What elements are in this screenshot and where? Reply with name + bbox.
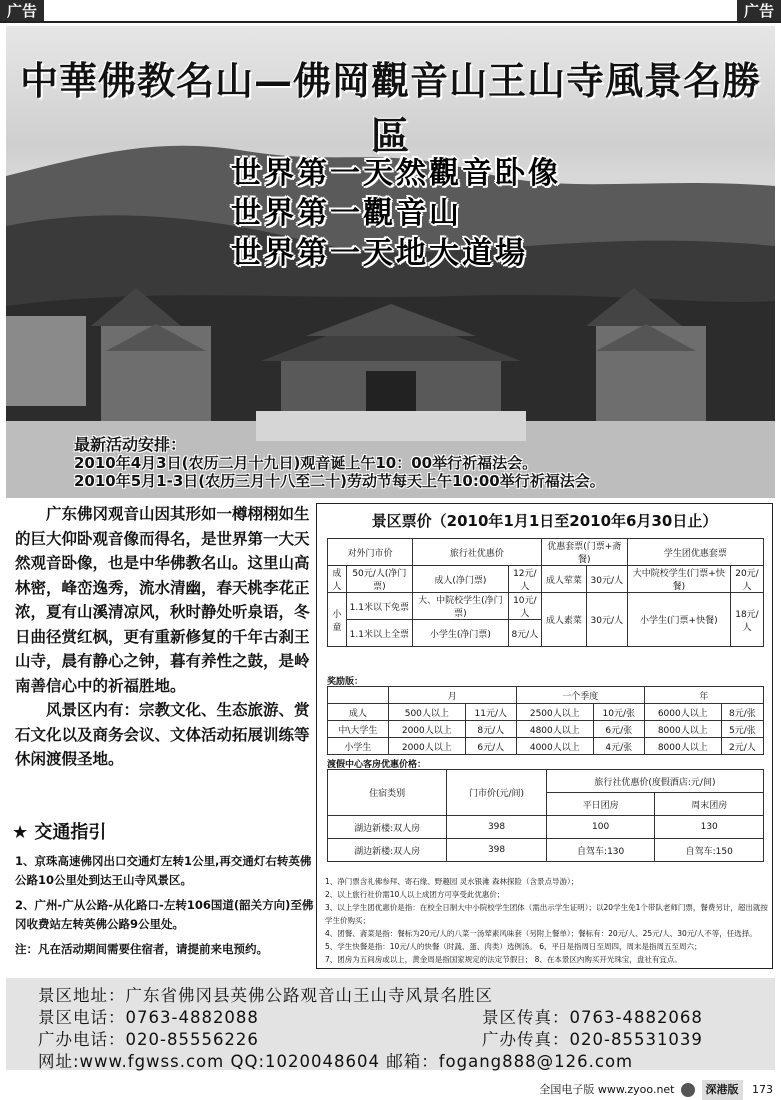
ta-primary-price: 8元/人 — [508, 620, 541, 647]
reward-title: 奖励版： — [327, 677, 364, 687]
contact-bar — [6, 978, 775, 1070]
set-veg-price: 30元/人 — [586, 566, 627, 593]
activity-title: 最新活动安排： — [74, 435, 187, 454]
intro-paragraph-1: 广东佛冈观音山因其形如一樽栩栩如生的巨大仰卧观音像而得名，是世界第一大天然观音卧像，也是中华佛教名山。这里山高林密，峰峦逸秀，流水清幽，春天桃李花正浓，夏有山溪清凉风，秋时静处听泉语，冬日曲径赏红枫，更有重新修复的千年古刹王山寺，晨有静心之钟，暮有养性之鼓，是岭南善信心中的祈福胜地。 — [15, 505, 310, 695]
reward-cell: 4800人以上 — [516, 721, 593, 738]
scenic-address: 景区地址：广东省佛冈县英佛公路观音山王山寺风景名胜区 — [38, 986, 493, 1005]
reward-cell: 8元/张 — [721, 704, 763, 721]
set-su-price: 30元/人 — [586, 593, 627, 647]
reward-cell: 2500人以上 — [516, 704, 593, 721]
stu-college-price: 20元/人 — [730, 566, 763, 593]
ta-adult: 成人(净门票) — [412, 566, 508, 593]
reward-cell: 中\大学生 — [328, 721, 389, 738]
traffic-title: ★ 交通指引 — [12, 822, 107, 843]
ad-corner-label-right: 广告 — [737, 0, 781, 22]
reward-cell: 6000人以上 — [644, 704, 721, 721]
set-veg: 成人荤菜 — [541, 566, 586, 593]
activity-line-1: 2010年4月3日(农历二月十九日)观音诞上午10：00举行祈福法会。 — [74, 454, 538, 472]
slogans — [231, 154, 561, 274]
reward-cell: 10元/张 — [593, 704, 644, 721]
note-2: 2、以上旅行社价需10人以上成团方可享受此优惠价； — [325, 890, 505, 899]
th-set: 优惠套票(门票+斋餐) — [541, 539, 627, 566]
hero-title: 中華佛教名山—佛岡觀音山王山寺風景名勝區 — [19, 58, 761, 158]
lodge-cell: 自驾车:130 — [546, 839, 655, 862]
set-su: 成人素菜 — [541, 593, 586, 647]
lodge-sub-weekend: 周末团房 — [655, 793, 764, 816]
reward-head-month: 月 — [388, 687, 516, 704]
traffic-line-2: 2、广州-广从公路-从化路口-左转106国道(韶关方向)至佛冈收费站左转英佛公路9公里处。 — [15, 898, 314, 931]
note-1: 1、净门票含礼佛参拜、寄石缘、野趣园 灵水银滩 森林探险（含景点导游）； — [325, 877, 579, 886]
reward-head-quarter: 一个季度 — [516, 687, 644, 704]
lodge-title: 渡假中心客房优惠价格： — [327, 760, 427, 770]
stu-primary: 小学生(门票+快餐) — [627, 593, 730, 647]
price-notes — [325, 875, 770, 966]
table-row — [328, 721, 764, 738]
th-retail: 对外门市价 — [328, 539, 413, 566]
reward-cell: 4元/张 — [593, 738, 644, 755]
footer-site: 全国电子版 www.zyoo.net — [539, 1083, 675, 1096]
reward-cell: 4000人以上 — [516, 738, 593, 755]
ticket-price-table — [327, 538, 764, 647]
reward-head-blank — [328, 687, 389, 704]
slogan-3: 世界第一天地大道場 — [231, 236, 528, 271]
reward-cell: 小学生 — [328, 738, 389, 755]
web-qq-email: 网址:www.fgwss.com QQ:1020048604 邮箱：fogang888@126.com — [38, 1052, 634, 1071]
lodge-head-type: 住宿类别 — [328, 770, 447, 816]
note-5: 5、学生快餐是指：10元/人的快餐（时蔬、蛋、肉类）选例汤。 6、平日是指周日至周四，周末是指周五至周六； — [325, 942, 702, 951]
reward-cell: 2元/人 — [721, 738, 763, 755]
th-agency: 旅行社优惠价 — [412, 539, 541, 566]
intro-text — [15, 502, 310, 772]
th-student-set: 学生团优惠套票 — [627, 539, 763, 566]
intro-paragraph-2: 风景区内有：宗教文化、生态旅游、赏石文化以及商务会议、文体活动拓展训练等休闲渡假圣地。 — [15, 701, 310, 768]
lodge-cell: 130 — [655, 816, 764, 839]
slogan-1: 世界第一天然觀音卧像 — [231, 156, 561, 191]
lodge-head-retail: 门市价(元/间) — [447, 770, 547, 816]
scenic-fax: 景区传真：0763-4882068 — [482, 1008, 703, 1027]
table-row — [328, 704, 764, 721]
traffic-guide — [15, 852, 315, 965]
page-footer — [539, 1080, 781, 1100]
ta-college-price: 10元/人 — [508, 593, 541, 620]
row-adult: 成人 — [328, 566, 347, 593]
lodge-cell: 398 — [447, 839, 547, 862]
child-free: 1.1米以下免票 — [346, 593, 412, 620]
reward-cell: 8000人以上 — [644, 721, 721, 738]
gz-office-fax: 广办传真：020-85531039 — [482, 1030, 703, 1049]
reward-cell: 5元/张 — [721, 721, 763, 738]
gz-office-phone: 广办电话：020-85556226 — [38, 1030, 259, 1049]
price-panel — [316, 503, 773, 969]
hero-banner — [6, 26, 775, 498]
note-3: 3、以上学生团优惠价是指：在校全日制大中小院校学生团体（需出示学生证明）；以20学生免1个带队老师门票，餐费另计，超出就按学生价购买； — [325, 903, 768, 925]
traffic-note: 注：凡在活动期间需要住宿者，请提前来电预约。 — [15, 942, 268, 956]
ta-adult-price: 12元/人 — [508, 566, 541, 593]
lodge-table — [327, 769, 764, 862]
reward-cell: 成人 — [328, 704, 389, 721]
scenic-phone: 景区电话：0763-4882088 — [38, 1008, 259, 1027]
reward-cell: 8000人以上 — [644, 738, 721, 755]
reward-head-year: 年 — [644, 687, 763, 704]
activity-line-2: 2010年5月1-3日(农历三月十八至二十)劳动节每天上午10:00举行祈福法会。 — [74, 472, 605, 490]
reward-cell: 6元/人 — [465, 738, 516, 755]
row-child: 小童 — [328, 593, 347, 647]
traffic-line-1: 1、京珠高速佛冈出口交通灯左转1公里,再交通灯右转英佛公路10公里处到达王山寺风景区。 — [15, 854, 312, 887]
ad-corner-label-left: 广告 — [0, 0, 44, 22]
top-divider — [0, 21, 781, 23]
child-full: 1.1米以上全票 — [346, 620, 412, 647]
note-4: 4、团餐、斋菜是指：餐标为20元/人的八菜一汤荤素风味套（另附上餐单）；餐标有：20元/人、25元/人、30元/人不等，任选择。 — [325, 929, 757, 938]
page-number: 173 — [752, 1083, 773, 1096]
note-6: 7、团房为五间房或以上，黄金周是指国家规定的法定节假日； 8、在本景区内购买开光珠宝，盘社有宜点。 — [325, 955, 682, 964]
slogan-2: 世界第一觀音山 — [231, 196, 462, 231]
reward-cell: 8元/人 — [465, 721, 516, 738]
adult-price: 50元/人(净门票) — [346, 566, 412, 593]
ta-college: 大、中院校学生(净门票) — [412, 593, 508, 620]
lodge-cell: 湖边新楼:双人房 — [328, 839, 447, 862]
reward-cell: 2000人以上 — [388, 738, 465, 755]
reward-cell: 500人以上 — [388, 704, 465, 721]
reward-cell: 2000人以上 — [388, 721, 465, 738]
footer-brand: 深港版 — [702, 1080, 743, 1100]
publication-logo-icon — [681, 1083, 695, 1097]
lodge-cell: 湖边新楼:双人房 — [328, 816, 447, 839]
table-row — [328, 839, 764, 862]
lodge-cell: 398 — [447, 816, 547, 839]
activity-schedule — [74, 436, 605, 490]
reward-table — [327, 686, 764, 755]
lodge-head-agency: 旅行社优惠价(度假酒店:元/间) — [546, 770, 763, 793]
stu-primary-price: 18元/人 — [730, 593, 763, 647]
reward-cell: 11元/人 — [465, 704, 516, 721]
price-title: 景区票价（2010年1月1日至2010年6月30日止） — [371, 512, 718, 530]
table-row — [328, 816, 764, 839]
ta-primary: 小学生(净门票) — [412, 620, 508, 647]
table-row — [328, 738, 764, 755]
reward-cell: 6元/张 — [593, 721, 644, 738]
lodge-sub-weekday: 平日团房 — [546, 793, 655, 816]
lodge-cell: 100 — [546, 816, 655, 839]
stu-college: 大中院校学生(门票+快餐) — [627, 566, 730, 593]
lodge-cell: 自驾车:150 — [655, 839, 764, 862]
